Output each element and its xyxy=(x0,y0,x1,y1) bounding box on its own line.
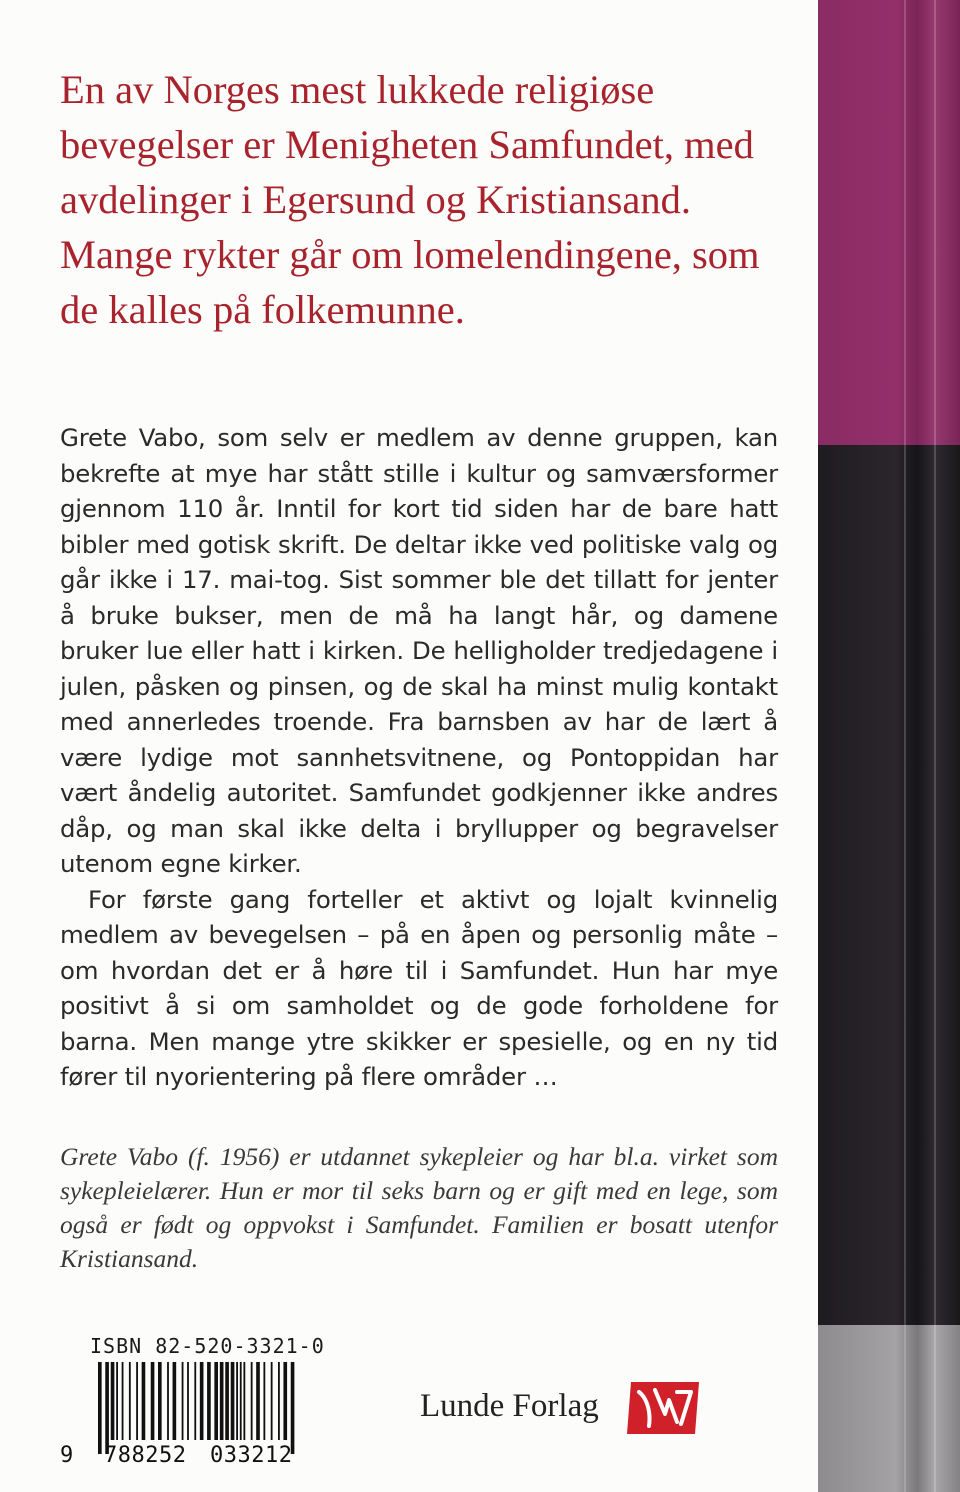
barcode-bar xyxy=(271,1362,273,1440)
barcode-bar xyxy=(182,1362,184,1440)
barcode-bar xyxy=(263,1362,265,1440)
barcode-bar xyxy=(111,1362,115,1440)
lunde-forlag-logo-icon xyxy=(625,1378,703,1438)
barcode-bar xyxy=(116,1362,118,1440)
spine-magenta-band xyxy=(818,0,960,445)
spine-fold-line xyxy=(934,0,936,1492)
barcode-bar xyxy=(151,1362,155,1440)
publisher-name: Lunde Forlag xyxy=(420,1388,599,1424)
barcode-bar xyxy=(240,1362,242,1440)
barcode-digits-left: 788252 xyxy=(104,1443,187,1468)
lead-blurb: En av Norges mest lukkede religiøse bevegelser er Menigheten Samfundet, med avdelinger i Egersund og Kristiansand. Mange rykter går om lomelendingene, som de kalles på folkemunne. xyxy=(60,67,760,332)
blurb-paragraph: Grete Vabo, som selv er medlem av denne gruppen, kan bekrefte at mye har stått stille i kultur og samværsformer gjennom 110 år. Inntil for kort tid siden har de bare hatt bibler med gotisk skrift. De deltar ikke ved politiske valg og går ikke i 17. mai-tog. Sist sommer ble det tillatt for jenter å bruke bukser, men de må ha langt hår, og damene bruker lue eller hatt i kirken. De helligholder tredjedagene i julen, påsken og pinsen, og de skal ha minst mulig kontakt med annerledes troende. Fra barnsben av har de lært å være lydige mot sannhetsvitnene, og Pontoppidan har vært åndelig autoritet. Samfundet godkjenner ikke andres dåp, og man skal ikke delta i bryllupper og begravelser utenom egne kirker. xyxy=(60,423,778,878)
barcode-bar xyxy=(142,1362,146,1440)
isbn-label: ISBN 82-520-3321-0 xyxy=(90,1334,325,1358)
barcode-digits-right: 033212 xyxy=(210,1443,293,1468)
spine-fold-line xyxy=(904,0,906,1492)
barcode-bar xyxy=(236,1362,238,1440)
barcode-bar xyxy=(251,1362,253,1440)
barcode-bar xyxy=(207,1362,211,1440)
barcode-bar xyxy=(278,1362,280,1440)
barcode-bar xyxy=(225,1362,229,1440)
book-spine xyxy=(818,0,960,1492)
barcode-bar xyxy=(231,1362,235,1440)
barcode-bar xyxy=(167,1362,169,1440)
barcode-bar xyxy=(173,1362,177,1440)
barcode-bar xyxy=(194,1362,196,1440)
barcode-bar xyxy=(283,1362,287,1440)
spine-grey-band xyxy=(818,1325,960,1492)
barcode-bar xyxy=(291,1362,295,1454)
barcode-bar xyxy=(158,1362,162,1440)
barcode-bar xyxy=(214,1362,218,1440)
blurb-body xyxy=(60,420,778,1095)
author-bio: Grete Vabo (f. 1956) er utdannet sykepleier og har bl.a. virket som sykepleielærer. Hun er mor til seks barn og er gift med en lege, som også er født og oppvokst i Samfundet. Familien er bosatt utenfor Kristiansand. xyxy=(60,1142,778,1273)
barcode-bar xyxy=(256,1362,260,1440)
blurb-paragraph: For første gang forteller et aktivt og lojalt kvinnelig medlem av bevegelsen – på en åpen og personlig måte – om hvordan det er å høre til i Samfundet. Hun har mye positivt å si om samholdet og de gode forholdene for barna. Men mange ytre skikker er spesielle, og en ny tid fører til nyorientering på flere områder … xyxy=(60,884,778,1091)
barcode-bar xyxy=(129,1362,131,1440)
barcode-bar xyxy=(243,1362,245,1440)
barcode-bar xyxy=(105,1362,109,1454)
barcode-bar xyxy=(136,1362,138,1440)
barcode-bar xyxy=(220,1362,224,1440)
barcode-bar xyxy=(187,1362,189,1440)
barcode-bar xyxy=(200,1362,204,1440)
spine-black-band xyxy=(818,445,960,1325)
barcode-bar xyxy=(122,1362,124,1440)
barcode-digit-prefix: 9 xyxy=(60,1443,74,1468)
barcode-bar xyxy=(98,1362,102,1454)
